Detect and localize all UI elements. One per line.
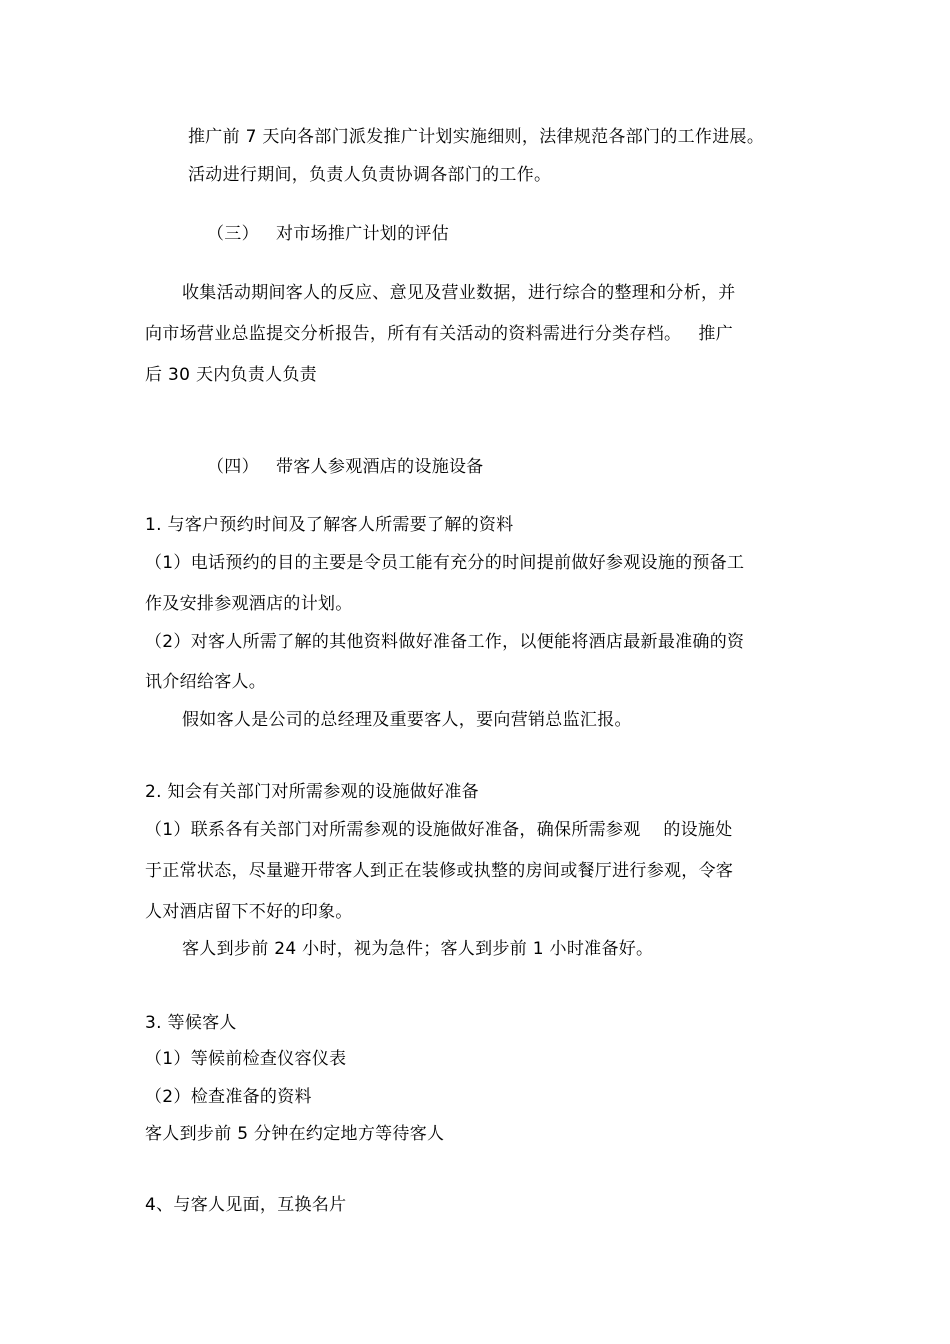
list-heading: 4、与客人见面，互换名片: [145, 1195, 347, 1215]
note-line: 客人到步前 5 分钟在约定地方等待客人: [145, 1124, 445, 1144]
list-item: （2）对客人所需了解的其他资料做好准备工作，以便能将酒店最新最准确的资: [145, 632, 745, 652]
list-heading: 3. 等候客人: [145, 1013, 237, 1033]
list-item: （1）电话预约的目的主要是令员工能有充分的时间提前做好参观设施的预备工: [145, 553, 745, 573]
list-item: （1）等候前检查仪容仪表: [145, 1049, 347, 1069]
section-heading: （三） 对市场推广计划的评估: [207, 224, 450, 244]
list-item: （1）联系各有关部门对所需参观的设施做好准备，确保所需参观 的设施处: [145, 820, 733, 840]
list-item: 讯介绍给客人。: [145, 672, 267, 692]
paragraph-line: 向市场营业总监提交分析报告，所有有关活动的资料需进行分类存档。 推广: [145, 324, 734, 344]
note-line: 客人到步前 24 小时，视为急件；客人到步前 1 小时准备好。: [182, 939, 654, 959]
paragraph-line: 活动进行期间，负责人负责协调各部门的工作。: [188, 165, 552, 185]
paragraph-line: 收集活动期间客人的反应、意见及营业数据，进行综合的整理和分析，并: [182, 283, 736, 303]
section-heading: （四） 带客人参观酒店的设施设备: [207, 457, 484, 477]
list-item: 人对酒店留下不好的印象。: [145, 902, 353, 922]
paragraph-line: 后 30 天内负责人负责: [145, 365, 318, 385]
paragraph-line: 推广前 7 天向各部门派发推广计划实施细则，法律规范各部门的工作进展。: [188, 127, 765, 147]
list-heading: 2. 知会有关部门对所需参观的设施做好准备: [145, 782, 479, 802]
note-line: 假如客人是公司的总经理及重要客人，要向营销总监汇报。: [182, 710, 632, 730]
list-item: 于正常状态，尽量避开带客人到正在装修或执整的房间或餐厅进行参观，令客: [145, 861, 734, 881]
list-item: 作及安排参观酒店的计划。: [145, 594, 353, 614]
list-item: （2）检查准备的资料: [145, 1087, 312, 1107]
list-heading: 1. 与客户预约时间及了解客人所需要了解的资料: [145, 515, 514, 535]
